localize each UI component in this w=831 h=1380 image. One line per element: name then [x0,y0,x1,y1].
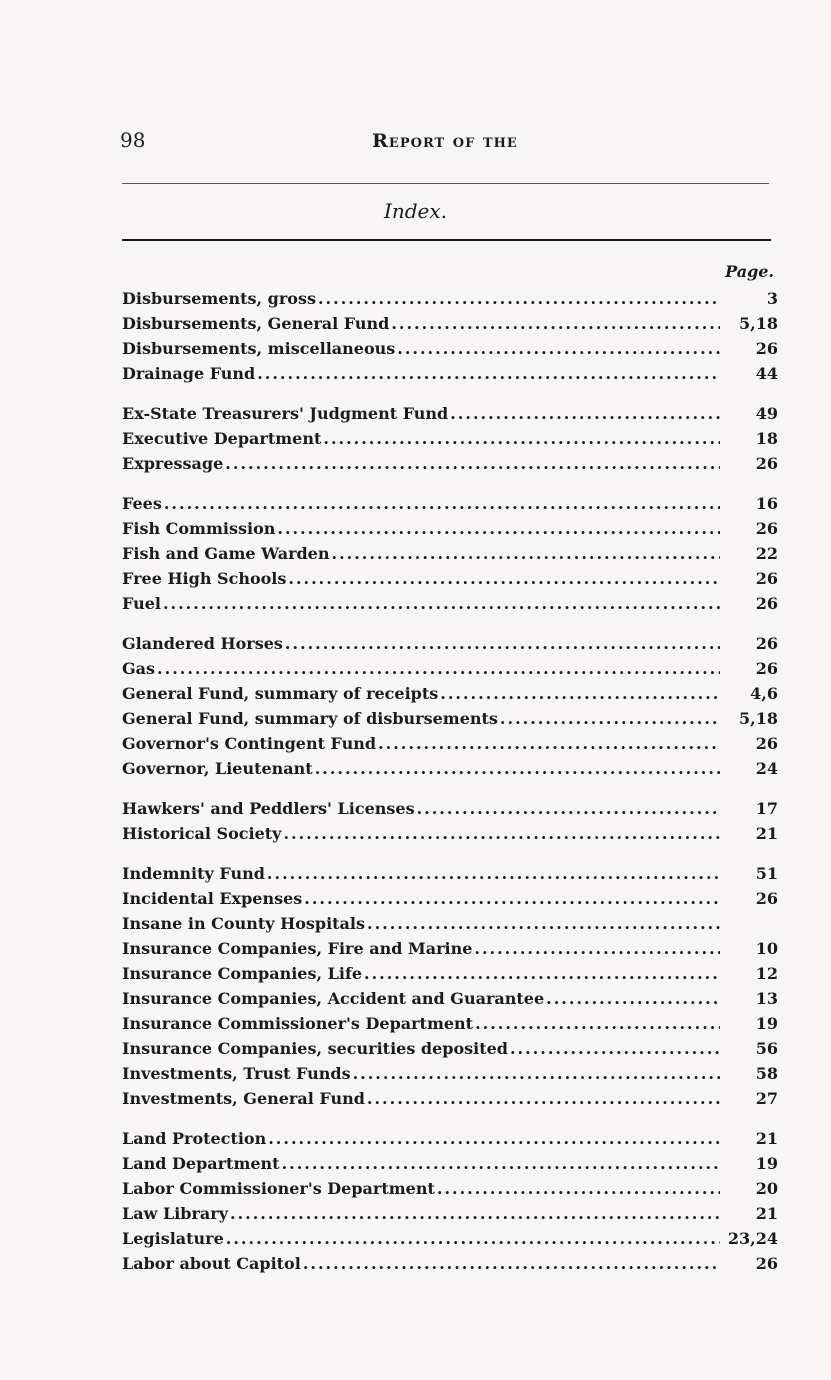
index-group-g [122,631,778,781]
index-entry [122,631,778,656]
entry-label: Expressage [122,454,224,473]
dot-leader [475,1011,720,1036]
entry-page: 12 [755,964,778,983]
index-entry [122,706,778,731]
entry-label: General Fund, summary of disbursements [122,709,498,728]
entry-page: 13 [755,989,778,1008]
entry-page: 26 [755,634,778,653]
dot-leader [268,1126,720,1151]
dot-leader [397,336,720,361]
entry-page: 18 [755,429,778,448]
entry-page: 26 [755,659,778,678]
dot-leader [157,656,720,681]
index-entry [122,1226,778,1251]
index-entry [122,681,778,706]
index-entry [122,961,778,986]
index-entry [122,426,778,451]
dot-leader [304,886,720,911]
entry-label: Investments, Trust Funds [122,1064,351,1083]
entry-label: General Fund, summary of receipts [122,684,439,703]
entry-label: Hawkers' and Peddlers' Licenses [122,799,415,818]
index-entry [122,541,778,566]
index-entry [122,1036,778,1061]
page-header [120,128,770,156]
dot-leader [391,311,720,336]
dot-leader [277,516,720,541]
index-entry [122,336,778,361]
index-entry [122,311,778,336]
index-entry [122,1011,778,1036]
dot-leader [225,451,720,476]
dot-leader [282,1151,720,1176]
entry-label: Fees [122,494,162,513]
dot-leader [315,756,720,781]
dot-leader [323,426,720,451]
dot-leader [285,631,720,656]
index-entry [122,936,778,961]
dot-leader [283,821,720,846]
entry-page: 26 [755,734,778,753]
entry-page: 27 [755,1089,778,1108]
dot-leader [437,1176,720,1201]
entry-page: 24 [755,759,778,778]
dot-leader [417,796,720,821]
page-number: 98 [120,128,146,152]
dot-leader [257,361,720,386]
entry-label: Insurance Commissioner's Department [122,1014,474,1033]
dot-leader [450,401,720,426]
header-rule [122,183,769,184]
index-group-l [122,1126,778,1276]
entry-page: 49 [755,404,778,423]
index-entry [122,361,778,386]
index-rule [122,239,771,241]
dot-leader [367,911,720,936]
index-entry [122,1086,778,1111]
entry-label: Indemnity Fund [122,864,265,883]
running-title: Report of the [372,130,518,152]
entry-label: Legislature [122,1229,224,1248]
index-entry [122,796,778,821]
entry-page: 44 [755,364,778,383]
index-group-h [122,796,778,846]
entry-label: Insurance Companies, Accident and Guarantee [122,989,545,1008]
entry-label: Insane in County Hospitals [122,914,365,933]
index-entry [122,731,778,756]
entry-label: Disbursements, gross [122,289,316,308]
entry-label: Land Department [122,1154,280,1173]
dot-leader [440,681,720,706]
entry-page: 22 [755,544,778,563]
index-group-e [122,401,778,476]
dot-leader [163,591,720,616]
dot-leader [546,986,720,1011]
index-entry [122,986,778,1011]
entry-label: Governor, Lieutenant [122,759,313,778]
entry-page: 20 [755,1179,778,1198]
index-entry [122,566,778,591]
dot-leader [318,286,720,311]
entry-page: 10 [755,939,778,958]
entry-label: Fish and Game Warden [122,544,330,563]
entry-label: Labor about Capitol [122,1254,301,1273]
entry-page: 21 [755,824,778,843]
index-group-d [122,286,778,386]
entry-label: Insurance Companies, Fire and Marine [122,939,473,958]
index-entries [122,286,778,1291]
dot-leader [332,541,721,566]
entry-page: 26 [755,339,778,358]
entry-label: Insurance Companies, securities deposited [122,1039,508,1058]
page-column-heading: Page. [725,262,774,281]
entry-page: 58 [755,1064,778,1083]
index-entry [122,286,778,311]
index-entry [122,451,778,476]
entry-page: 21 [755,1204,778,1223]
entry-page: 26 [755,569,778,588]
entry-page: 19 [755,1014,778,1033]
dot-leader [353,1061,720,1086]
entry-page: 56 [755,1039,778,1058]
index-entry [122,1126,778,1151]
index-entry [122,591,778,616]
entry-page: 4,6 [750,684,778,703]
index-entry [122,401,778,426]
entry-label: Labor Commissioner's Department [122,1179,435,1198]
index-entry [122,1176,778,1201]
entry-label: Land Protection [122,1129,267,1148]
dot-leader [364,961,720,986]
entry-page: 26 [755,519,778,538]
entry-label: Investments, General Fund [122,1089,365,1108]
entry-label: Gas [122,659,156,678]
entry-label: Law Library [122,1204,228,1223]
entry-page: 26 [755,594,778,613]
index-group-f [122,491,778,616]
entry-label: Executive Department [122,429,322,448]
index-entry [122,911,778,936]
dot-leader [378,731,720,756]
index-entry [122,656,778,681]
entry-page: 23,24 [727,1229,778,1248]
index-entry [122,1201,778,1226]
entry-page: 26 [755,889,778,908]
entry-label: Governor's Contingent Fund [122,734,377,753]
index-entry [122,1061,778,1086]
entry-page: 5,18 [739,709,778,728]
index-group-i [122,861,778,1111]
entry-label: Insurance Companies, Life [122,964,362,983]
entry-page: 3 [766,289,778,308]
index-entry [122,1251,778,1276]
entry-page: 16 [755,494,778,513]
index-entry [122,1151,778,1176]
index-entry [122,886,778,911]
entry-label: Disbursements, General Fund [122,314,390,333]
entry-page: 26 [755,454,778,473]
entry-label: Disbursements, miscellaneous [122,339,396,358]
entry-label: Fuel [122,594,161,613]
dot-leader [230,1201,720,1226]
entry-label: Free High Schools [122,569,287,588]
entry-label: Incidental Expenses [122,889,303,908]
index-entry [122,491,778,516]
entry-label: Drainage Fund [122,364,256,383]
entry-page: 21 [755,1129,778,1148]
entry-page: 17 [755,799,778,818]
dot-leader [164,491,720,516]
index-entry [122,821,778,846]
entry-label: Glandered Horses [122,634,283,653]
dot-leader [367,1086,720,1111]
index-entry [122,516,778,541]
entry-label: Historical Society [122,824,282,843]
entry-page: 19 [755,1154,778,1173]
dot-leader [500,706,720,731]
dot-leader [510,1036,720,1061]
dot-leader [288,566,720,591]
dot-leader [226,1226,720,1251]
dot-leader [474,936,720,961]
dot-leader [303,1251,720,1276]
index-entry [122,756,778,781]
index-title: Index. [383,199,448,223]
entry-page: 51 [755,864,778,883]
entry-label: Fish Commission [122,519,276,538]
entry-page: 5,18 [739,314,778,333]
entry-page: 26 [755,1254,778,1273]
entry-label: Ex-State Treasurers' Judgment Fund [122,404,449,423]
index-entry [122,861,778,886]
dot-leader [267,861,720,886]
